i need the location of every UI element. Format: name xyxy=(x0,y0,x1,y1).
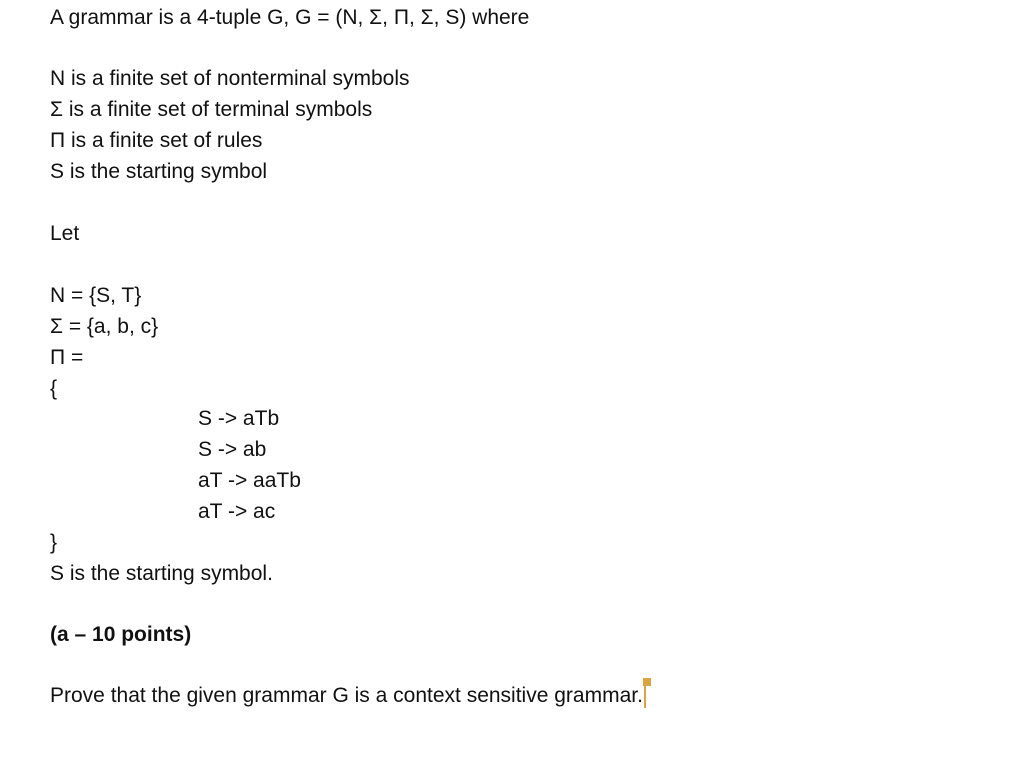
question-line[interactable] xyxy=(50,680,646,711)
open-brace: { xyxy=(50,377,58,400)
part-heading: (a – 10 points) xyxy=(50,623,192,646)
intro-text: A grammar is a 4-tuple G, G = (N, Σ, Π, Σ, S) where xyxy=(50,6,530,29)
set-n: N = {S, T} xyxy=(50,284,142,307)
close-brace: } xyxy=(50,531,58,554)
rule-1: S -> aTb xyxy=(198,407,280,430)
rule-2: S -> ab xyxy=(198,438,267,461)
definition-s: S is the starting symbol xyxy=(50,160,268,183)
definition-pi: Π is a finite set of rules xyxy=(50,129,263,152)
set-pi: Π = xyxy=(50,346,84,369)
question-text: Prove that the given grammar G is a context sensitive grammar. xyxy=(50,684,643,707)
let-label: Let xyxy=(50,222,80,245)
set-sigma: Σ = {a, b, c} xyxy=(50,315,159,338)
definition-sigma: Σ is a finite set of terminal symbols xyxy=(50,98,373,121)
rule-4: aT -> ac xyxy=(198,500,276,523)
start-note: S is the starting symbol. xyxy=(50,562,273,585)
rule-3: aT -> aaTb xyxy=(198,469,301,492)
definition-n: N is a finite set of nonterminal symbols xyxy=(50,67,410,90)
text-cursor xyxy=(644,682,646,708)
